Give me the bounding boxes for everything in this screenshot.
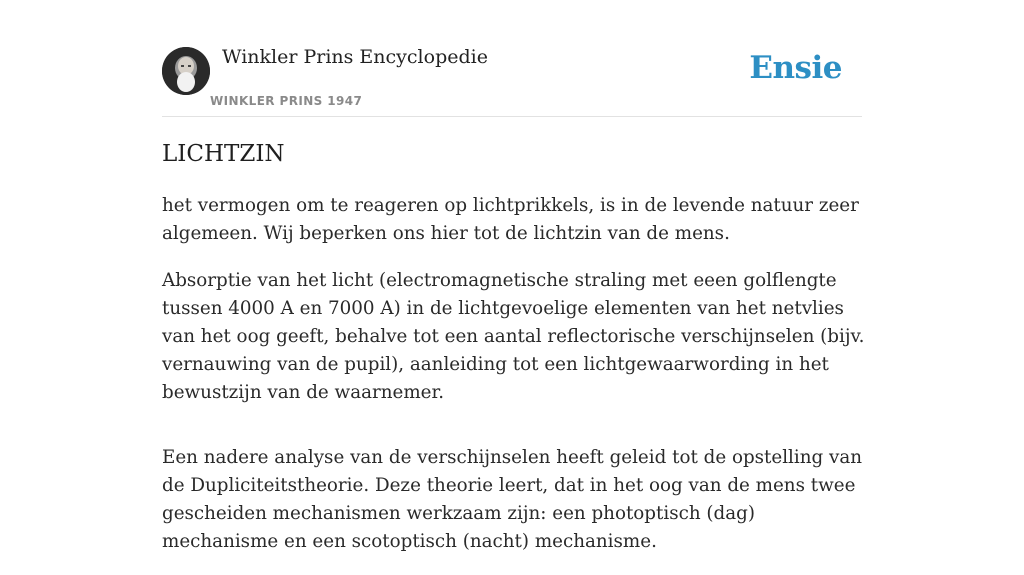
article-paragraph: Absorptie van het licht (electromagnetische straling met eeen golflengte tussen 4000 A en 7000 A) in de lichtgevoelige elementen van het netvlies van het oog geeft, behalve tot een aantal reflectorische verschijnselen (bijv. vernauwing van de pupil), aanleiding tot een lichtgewaarwording in het bewustzijn van de waarnemer. bbox=[162, 270, 865, 403]
brand-logo[interactable]: Ensie bbox=[749, 50, 842, 86]
page-container bbox=[162, 0, 865, 552]
site-header bbox=[162, 0, 862, 117]
site-name[interactable]: Winkler Prins Encyclopedie bbox=[222, 46, 488, 68]
article-paragraph: het vermogen om te reageren op lichtprikkels, is in de levende natuur zeer algemeen. Wij beperken ons hier tot de lichtzin van de mens. bbox=[162, 195, 859, 244]
article-paragraph: Een nadere analyse van de verschijnselen heeft geleid tot de opstelling van de Dupliciteitstheorie. Deze theorie leert, dat in het oog van de mens twee gescheiden mechanismen werkzaam zijn: een photoptisch (dag) mechanisme en een scotoptisch (nacht) mechanisme. bbox=[162, 447, 863, 552]
article-title: LICHTZIN bbox=[162, 141, 285, 167]
article-body bbox=[162, 192, 867, 575]
author-avatar bbox=[162, 47, 210, 95]
edition-label[interactable]: WINKLER PRINS 1947 bbox=[210, 94, 363, 108]
